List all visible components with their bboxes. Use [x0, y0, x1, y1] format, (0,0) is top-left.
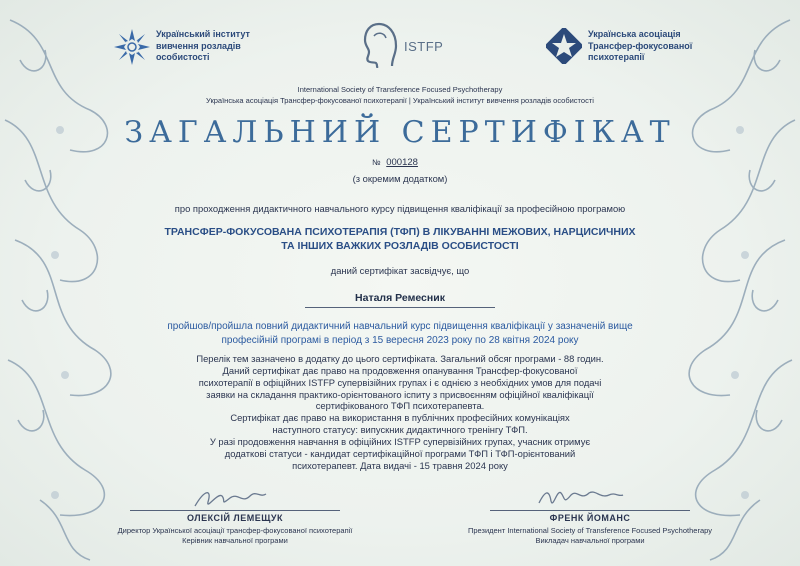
- right-signatory-name: ФРЕНК ЙОМАНС: [549, 513, 631, 523]
- recipient-underline: [305, 307, 495, 308]
- details-line: психотерапії в офіційних ISTFP супервізійних групах і є однією з необхідних умов для подачі: [198, 376, 602, 388]
- right-role-line: Викладач навчальної програми: [535, 535, 645, 545]
- details-line: заявки на складання практико-орієнтованого іспиту з присвоєнням офіційної кваліфікації: [206, 388, 594, 400]
- details-line: наступного статусу: випускник дидактичного тренінгу ТФП.: [272, 424, 528, 436]
- left-role-line: Керівник навчальної програми: [182, 535, 288, 545]
- left-signature-line: [130, 510, 340, 511]
- details-line: Перелік тем зазначено в додатку до цього сертифіката. Загальний обсяг програми - 88 годин.: [196, 353, 604, 364]
- star-burst-logo-icon: [112, 27, 152, 67]
- program-title-line: ТА ІНШИХ ВАЖКИХ РОЗЛАДІВ ОСОБИСТОСТІ: [281, 240, 519, 253]
- details-line: Даний сертифікат дає право на продовження опанування Трансфер-фокусованої: [222, 364, 578, 376]
- program-title-line: ТРАНСФЕР-ФОКУСОВАНА ПСИХОТЕРАПІЯ (ТФП) В ЛІКУВАННІ МЕЖОВИХ, НАРЦИСИЧНИХ: [164, 226, 636, 238]
- completion-statement: [80, 320, 720, 347]
- recipient-name: Наталя Ремесник: [355, 292, 445, 304]
- association-line: Українська асоціація Трансфер-фокусованої психотерапії | Український інститут вивчення розладів особистості: [206, 96, 594, 105]
- details-line: У разі продовження навчання в офіційних ISTFP супервізійних групах, учасник отримує: [209, 435, 591, 447]
- right-signature-image: [535, 483, 625, 511]
- istfp-head-logo-icon: [362, 18, 406, 68]
- number-prefix: №: [372, 158, 381, 167]
- details-line: додаткові статуси - кандидат сертифікаційної програми ТФП і ТФП-орієнтований: [224, 447, 576, 459]
- right-signatory-role: [405, 526, 775, 546]
- details-line: сертифікованого ТФП психотерапевта.: [315, 400, 485, 412]
- right-role-line: Президент International Society of Transference Focused Psychotherapy: [467, 526, 713, 535]
- left-org-name: [156, 29, 276, 64]
- right-org-line: психотерапії: [588, 52, 645, 63]
- left-org-line: особистості: [156, 52, 210, 63]
- star-shield-logo-icon: [546, 28, 582, 64]
- purpose-text: про проходження дидактичного навчального курсу підвищення кваліфікації за професійною програмою: [174, 203, 626, 214]
- right-signature-line: [490, 510, 690, 511]
- right-org-line: Українська асоціація: [588, 29, 681, 39]
- society-line: International Society of Transference Focused Psychotherapy: [297, 85, 503, 94]
- right-org-line: Трансфер-фокусованої: [588, 40, 693, 51]
- number-value: 000128: [386, 157, 418, 168]
- right-ornament-border: [650, 0, 800, 566]
- right-org-name: [588, 29, 718, 64]
- program-title: [80, 225, 720, 253]
- certificate-details: [110, 353, 690, 471]
- istfp-logo-text: ISTFP: [404, 39, 444, 54]
- completion-line: професійній програмі в період з 15 вересня 2023 року по 28 квітня 2024 року: [221, 334, 579, 346]
- left-signatory-role: [40, 526, 430, 546]
- left-signatory-name: ОЛЕКСІЙ ЛЕМЕЩУК: [186, 513, 284, 523]
- left-role-line: Директор Української асоціації трансфер-фокусованої психотерапії: [117, 526, 353, 535]
- certificate-title: ЗАГАЛЬНИЙ СЕРТИФІКАТ: [124, 115, 676, 150]
- details-line: Сертифікат дає право на використання в публічних професійних комунікаціях: [230, 412, 570, 424]
- left-ornament-border: [0, 0, 150, 566]
- left-org-line: Український інститут: [156, 29, 250, 39]
- completion-line: пройшов/пройшла повний дидактичний навчальний курс підвищення кваліфікації у зазначеній вище: [167, 321, 633, 332]
- certificate-number: [372, 157, 418, 168]
- certifies-text: даний сертифікат засвідчує, що: [330, 265, 470, 276]
- details-line: психотерапевт. Дата видачі - 15 травня 2024 року: [292, 459, 508, 471]
- left-org-line: вивчення розладів: [156, 40, 241, 51]
- addendum-note: (з окремим додатком): [352, 173, 448, 184]
- left-signature-image: [190, 484, 270, 512]
